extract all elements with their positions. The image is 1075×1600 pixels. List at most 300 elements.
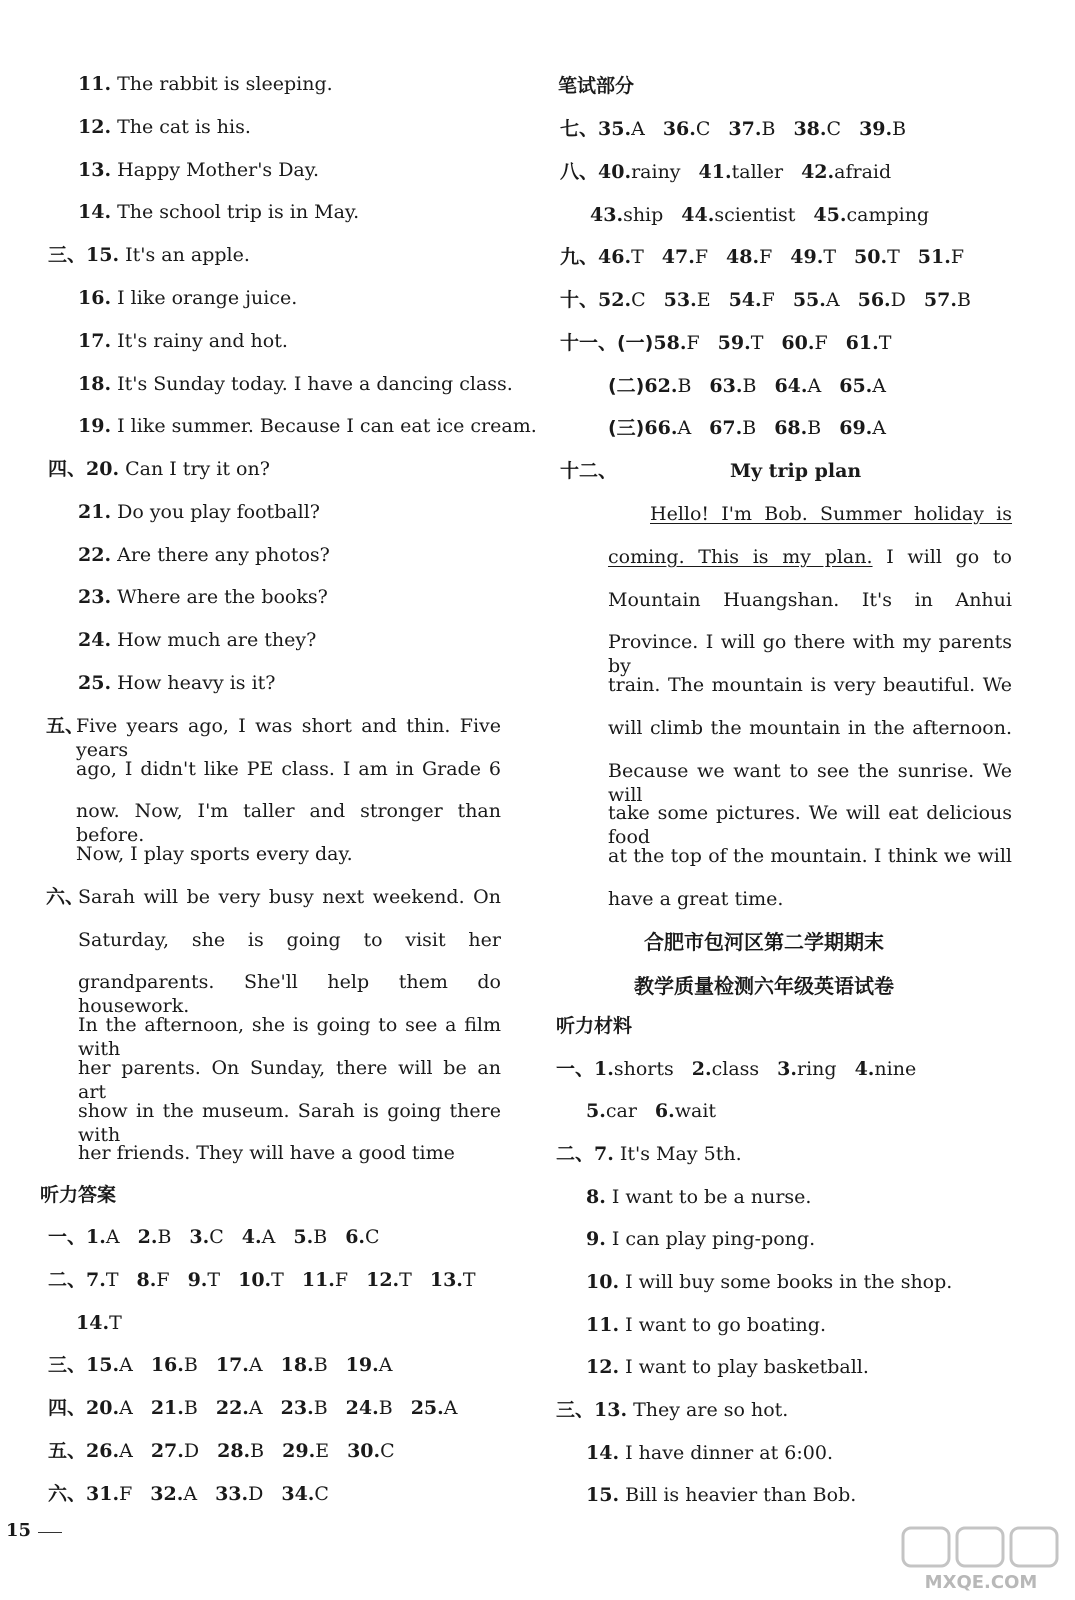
essay-text: Mountain Huangshan. It's in Anhui [608,589,1012,611]
answer-item [281,1397,328,1419]
answer-item [216,1397,263,1419]
answer-item [644,417,691,439]
answer-number: 13. [429,1269,463,1291]
answer-item [151,1397,198,1419]
answer-number: 19. [345,1354,379,1376]
answer-item [430,1269,476,1291]
answer-number: 67. [709,417,743,439]
item-number: 19. [78,415,112,437]
answer-number: 53. [663,289,697,311]
answer-item [662,246,708,268]
item-number: 14. [78,201,112,223]
paragraph-line: her friends. They will have a good time [78,1142,455,1164]
answer-number: 39. [859,118,893,140]
answer-value: B [677,375,692,397]
row-marker: (二) [608,375,645,397]
item-number: 20. [86,458,120,480]
answer-number: 45. [813,204,847,226]
listening-material-title: 听力材料 [556,1015,633,1037]
answer-value: E [696,289,711,311]
item-text: It's rainy and hot. [111,330,288,352]
item-text: I have dinner at 6:00. [619,1442,834,1464]
essay-line [608,759,1012,807]
answer-item [86,1440,133,1462]
answer-number: 3. [189,1226,210,1248]
essay-text: will climb the mountain in the afternoon. [608,717,1012,739]
answer-row [48,1353,410,1377]
answer-number: 27. [150,1440,184,1462]
answer-number: 56. [857,289,891,311]
answer-item [346,1354,393,1376]
item-number: 23. [78,586,112,608]
answer-value: C [365,1226,380,1248]
essay-line [608,844,1012,868]
answer-number: 57. [923,289,957,311]
answer-value: F [334,1269,349,1291]
answer-value: A [872,417,887,439]
answer-number: 54. [728,289,762,311]
answer-value: F [950,246,965,268]
answer-value: A [677,417,692,439]
essay-underlined-text: coming. This is my plan. [608,546,873,568]
answer-line [78,628,316,652]
answer-item [76,1312,122,1334]
row-marker: 十一、(一) [560,332,654,354]
answer-number: 30. [347,1440,381,1462]
answer-line [78,372,513,396]
essay-text: Province. I will go there with my parents by [608,631,1012,677]
answer-number: 6. [654,1100,675,1122]
answer-number: 4. [241,1226,262,1248]
answer-item [644,375,691,397]
answer-number: 32. [150,1483,184,1505]
answer-value: F [119,1483,133,1505]
row-marker: 一、 [48,1226,87,1248]
watermark-logo [895,1524,1067,1594]
answer-item [699,161,784,183]
answer-row [48,1482,347,1506]
item-text: I want to go boating. [619,1314,826,1336]
answer-line [78,671,276,695]
answer-number: 14. [76,1312,110,1334]
answer-value: A [825,289,840,311]
answer-item [663,118,711,140]
answer-line [78,500,320,524]
answer-value: F [156,1269,170,1291]
answer-row [560,245,982,269]
answer-value: B [313,1354,328,1376]
essay-line [608,673,1012,697]
row-marker: 四、 [48,1397,87,1419]
answer-number: 36. [662,118,696,140]
answer-value: T [399,1269,412,1291]
answer-value: T [823,246,837,268]
paragraph-line: In the afternoon, she is going to see a film with [78,1014,501,1060]
item-number: 17. [78,330,112,352]
answer-number: 22. [215,1397,249,1419]
answer-number: 64. [774,375,808,397]
item-number: 11. [78,73,112,95]
answer-row [608,374,904,398]
answer-value: taller [731,161,784,183]
answer-item [281,1354,328,1376]
answer-value: E [315,1440,330,1462]
answer-value: rainy [631,161,681,183]
section-marker: 四、 [48,458,87,480]
answer-number: 46. [598,246,632,268]
essay-line [608,588,1012,612]
row-marker: (三) [608,417,645,439]
answer-value: A [807,375,822,397]
answer-item [664,289,711,311]
answer-number: 3. [777,1058,797,1080]
answer-value: F [759,246,773,268]
answer-number: 59. [717,332,751,354]
essay-line [608,716,1012,740]
answer-number: 25. [410,1397,444,1419]
material-line [556,1142,742,1166]
section-marker: 三、 [556,1399,595,1421]
answer-item [598,289,646,311]
answer-number: 52. [598,289,632,311]
exam-title-line2: 教学质量检测六年级英语试卷 [634,974,894,998]
answer-item [918,246,964,268]
answer-number: 12. [366,1269,400,1291]
answer-value: A [105,1226,120,1248]
answer-item [150,1483,197,1505]
answer-number: 15. [86,1354,120,1376]
answer-item [188,1269,221,1291]
answer-item [726,246,772,268]
answer-number: 60. [781,332,815,354]
answer-value: T [109,1312,122,1334]
answer-number: 37. [728,118,762,140]
answer-number: 65. [839,375,873,397]
essay-text: have a great time. [608,888,784,910]
written-section-title: 笔试部分 [558,75,635,97]
answer-row [608,416,904,440]
answer-item [709,417,756,439]
answer-number: 29. [282,1440,316,1462]
answer-number: 51. [917,246,951,268]
answer-item [781,332,827,354]
answer-number: 1. [594,1058,614,1080]
answer-row [76,1311,140,1335]
answer-value: nine [874,1058,917,1080]
item-number: 12. [78,116,112,138]
answer-item [242,1226,276,1248]
answer-number: 58. [653,332,687,354]
answer-number: 26. [86,1440,120,1462]
item-text: Do you play football? [111,501,320,523]
answer-item [86,1354,133,1376]
answer-value: B [378,1397,393,1419]
item-number: 9. [586,1228,606,1250]
essay-line [608,630,1012,678]
answer-item [282,1440,329,1462]
answer-value: A [183,1483,198,1505]
essay-text: train. The mountain is very beautiful. We [608,674,1012,696]
paragraph-line: Now, I play sports every day. [76,843,353,865]
paragraph-line: now. Now, I'm taller and stronger than before. [76,800,501,846]
row-marker: 三、 [48,1354,87,1376]
answer-value: A [119,1354,133,1376]
material-row [556,1057,934,1081]
answer-row [590,203,947,227]
material-line [586,1441,833,1465]
item-text: The school trip is in May. [111,201,360,223]
answer-number: 2. [137,1226,158,1248]
answer-value: ring [797,1058,837,1080]
paragraph-line: ago, I didn't like PE class. I am in Grade 6 [76,758,501,780]
item-text: Bill is heavier than Bob. [619,1484,857,1506]
answer-item [709,375,756,397]
answer-value: B [250,1440,265,1462]
item-number: 14. [586,1442,620,1464]
material-line [586,1483,856,1507]
answer-number: 50. [854,246,888,268]
material-line [586,1355,869,1379]
answer-number: 63. [709,375,743,397]
section-marker: 二、 [556,1143,595,1165]
answer-number: 2. [691,1058,712,1080]
row-marker: 九、 [560,246,599,268]
answer-value: C [209,1226,224,1248]
answer-value: T [878,332,892,354]
answer-value: A [248,1354,263,1376]
answer-number: 68. [774,417,808,439]
answer-item [839,375,886,397]
item-text: I will buy some books in the shop. [619,1271,953,1293]
item-text: Are there any photos? [111,544,330,566]
answer-value: T [462,1269,476,1291]
answer-item [854,246,900,268]
answer-value: A [119,1397,133,1419]
answer-number: 5. [586,1100,606,1122]
answer-row [48,1439,413,1463]
section-marker: 三、 [48,244,87,266]
item-number: 12. [586,1356,620,1378]
answer-row [560,288,989,312]
item-text: Can I try it on? [119,458,270,480]
answer-value: C [631,289,646,311]
item-text: I like summer. Because I can eat ice cream. [111,415,537,437]
watermark-text: MXQE.COM [924,1572,1038,1593]
essay-title: My trip plan [730,460,862,482]
item-number: 13. [594,1399,628,1421]
answer-number: 7. [86,1269,106,1291]
answer-number: 11. [301,1269,335,1291]
answer-value: T [750,332,764,354]
answer-value: B [761,118,776,140]
material-line [586,1313,826,1337]
row-marker: 七、 [560,118,599,140]
answer-item [855,1058,917,1080]
answer-item [718,332,764,354]
paragraph-line: grandparents. She'll help them do housework. [78,971,501,1017]
answer-item [813,204,929,226]
item-number: 11. [586,1314,620,1336]
answer-number: 69. [839,417,873,439]
answer-item [281,1483,329,1505]
answer-row [560,331,909,355]
answer-item [774,417,821,439]
answer-number: 38. [793,118,827,140]
answer-number: 21. [150,1397,184,1419]
answer-value: scientist [714,204,796,226]
answer-value: B [183,1354,198,1376]
item-text: Where are the books? [111,586,328,608]
item-text: They are so hot. [627,1399,789,1421]
answer-value: ship [623,204,664,226]
answer-number: 41. [698,161,732,183]
answer-line [78,329,288,353]
item-number: 15. [86,244,120,266]
answer-number: 23. [280,1397,314,1419]
answer-number: 5. [293,1226,314,1248]
item-text: It's May 5th. [613,1143,742,1165]
answer-number: 33. [215,1483,249,1505]
item-text: The rabbit is sleeping. [111,73,333,95]
answer-item [859,118,906,140]
answer-item [793,289,840,311]
answer-line [48,457,270,481]
answer-value: F [694,246,709,268]
answer-number: 18. [280,1354,314,1376]
answer-value: C [314,1483,329,1505]
item-text: I can play ping-pong. [605,1228,816,1250]
page-number: 15 [6,1520,32,1541]
item-number: 16. [78,287,112,309]
answer-value: F [686,332,700,354]
answer-row [560,117,924,141]
row-marker: 八、 [560,161,599,183]
answer-value: T [887,246,900,268]
answer-item [346,1397,393,1419]
item-number: 21. [78,501,112,523]
answer-item [293,1226,327,1248]
answer-number: 17. [215,1354,249,1376]
answer-number: 24. [345,1397,379,1419]
answer-row [48,1396,476,1420]
item-number: 10. [586,1271,620,1293]
answer-value: T [207,1269,221,1291]
answer-value: A [378,1354,393,1376]
answer-number: 10. [238,1269,272,1291]
answer-line [78,72,333,96]
essay-text: I will go to [872,546,1012,568]
exam-title-line1: 合肥市包河区第二学期期末 [644,930,884,954]
item-number: 24. [78,629,112,651]
answer-value: class [711,1058,760,1080]
answer-value: afraid [834,161,892,183]
item-number: 25. [78,672,112,694]
item-text: It's an apple. [119,244,250,266]
answer-number: 44. [681,204,715,226]
answer-item [217,1440,264,1462]
essay-section-marker: 十二、 [560,460,618,482]
answer-row [560,160,909,184]
row-marker: 十、 [560,289,599,311]
answer-item [86,1269,119,1291]
answer-value: F [814,332,828,354]
answer-row [48,1268,494,1292]
item-text: Happy Mother's Day. [111,159,320,181]
answer-number: 61. [845,332,879,354]
answer-item [137,1269,170,1291]
answer-value: A [872,375,887,397]
answer-item [681,204,795,226]
material-line [586,1227,815,1251]
material-line [586,1185,811,1209]
answer-item [598,246,644,268]
answer-value: T [271,1269,284,1291]
answer-number: 6. [345,1226,366,1248]
material-line [556,1398,788,1422]
answer-value: D [183,1440,200,1462]
paragraph-line: Sarah will be very busy next weekend. On [78,886,501,908]
answer-number: 66. [644,417,678,439]
material-line [586,1270,952,1294]
answer-value: B [742,417,757,439]
answer-line [78,200,359,224]
answer-value: D [890,289,906,311]
answer-item [86,1397,133,1419]
answer-item [151,1354,198,1376]
answer-number: 49. [790,246,824,268]
answer-value: C [826,118,842,140]
answer-value: A [119,1440,133,1462]
item-text: I want to be a nurse. [605,1186,812,1208]
section-five-marker: 五、 [46,715,85,737]
answer-number: 55. [792,289,826,311]
answer-value: B [807,417,822,439]
answer-value: A [248,1397,263,1419]
answer-line [78,286,297,310]
item-text: It's Sunday today. I have a dancing class. [111,373,513,395]
answer-number: 40. [598,161,632,183]
essay-text: at the top of the mountain. I think we will [608,845,1012,867]
answer-number: 62. [644,375,678,397]
answer-item [790,246,836,268]
answer-item [846,332,892,354]
item-text: I want to play basketball. [619,1356,869,1378]
row-marker: 六、 [48,1483,87,1505]
item-number: 8. [586,1186,606,1208]
item-text: The cat is his. [111,116,251,138]
answer-line [78,543,330,567]
row-marker: 五、 [48,1440,87,1462]
answer-number: 4. [854,1058,875,1080]
listening-answers-title: 听力答案 [40,1184,117,1206]
essay-line [608,801,1012,849]
answer-number: 42. [801,161,835,183]
answer-item [215,1483,263,1505]
answer-value: B [892,118,907,140]
answer-row [48,1225,398,1249]
answer-value: wait [674,1100,717,1122]
answer-value: F [761,289,775,311]
answer-value: camping [846,204,930,226]
answer-item [653,332,699,354]
answer-value: B [956,289,971,311]
answer-value: B [313,1397,328,1419]
answer-item [594,1058,674,1080]
answer-line [78,585,328,609]
answer-item [598,161,681,183]
answer-number: 9. [187,1269,208,1291]
material-row [586,1099,734,1123]
